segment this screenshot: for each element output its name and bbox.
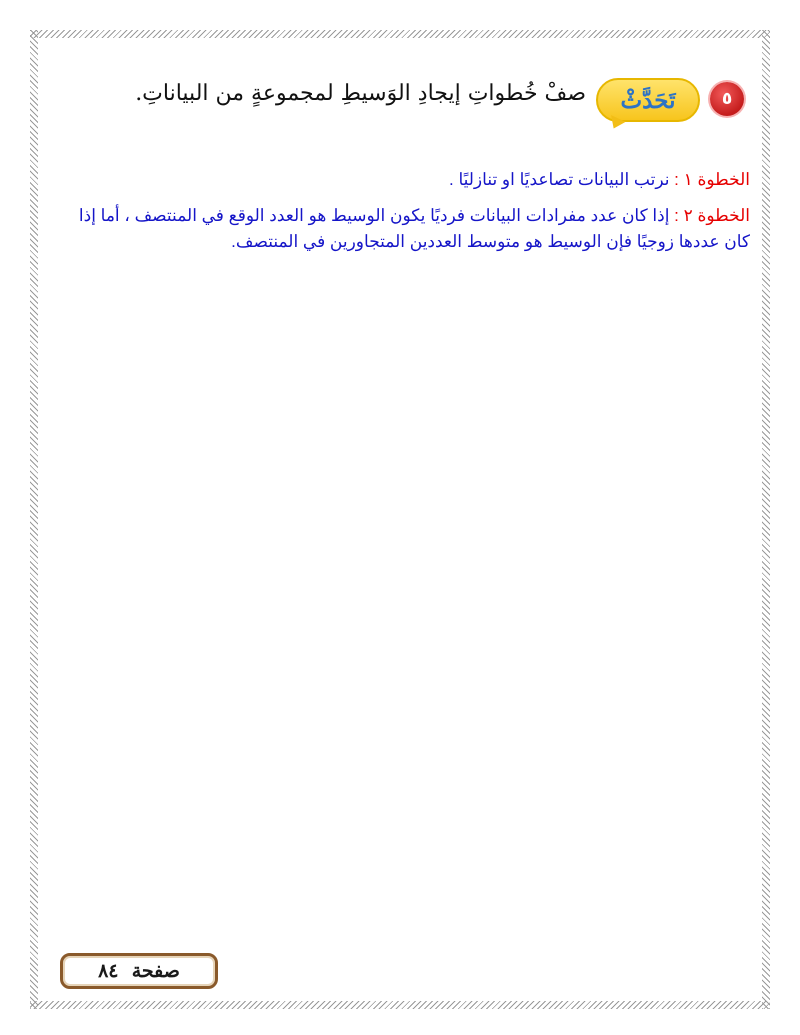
page-number-box: [60, 953, 218, 989]
page-border-bottom: [30, 1001, 770, 1009]
step-1-label: الخطوة ١ :: [674, 170, 750, 189]
page-border-right: [762, 30, 770, 1009]
question-header: [44, 78, 744, 124]
step-2-text: إذا كان عدد مفرادات البيانات فرديًا يكون الوسيط هو العدد الوقع في المنتصف ، أما إذا كان عددها زوجيًا فإن الوسيط هو متوسط العددين المتجاورين في المنتصف.: [78, 206, 750, 251]
question-text: صفْ خُطواتِ إيجادِ الوَسيطِ لمجموعةٍ من البياناتِ.: [135, 81, 586, 106]
step-2-label: الخطوة ٢ :: [674, 206, 750, 225]
step-1-text: نرتب البيانات تصاعديًا او تنازليًا .: [449, 170, 675, 189]
question-number-badge: [710, 82, 744, 116]
talk-speech-bubble-icon: [596, 78, 700, 122]
answer-body: [50, 167, 750, 265]
page-number: ٨٤: [98, 960, 119, 982]
page-border-top: [30, 30, 770, 38]
page-label: صفحة: [131, 960, 180, 982]
page-border-left: [30, 30, 38, 1009]
step-2: [50, 203, 750, 255]
step-1: [50, 167, 750, 193]
question-number: ٥: [721, 89, 733, 109]
talk-label: تَحَدَّثْ: [620, 86, 676, 114]
